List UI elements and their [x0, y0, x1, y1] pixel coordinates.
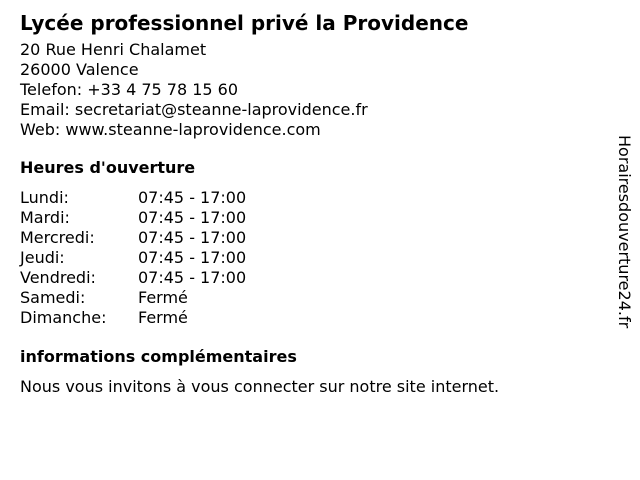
info-title: informations complémentaires	[20, 347, 297, 366]
watermark-text: Horairesdouverture24.fr	[615, 135, 634, 329]
day-label: Samedi:	[20, 288, 86, 307]
time-value: Fermé	[138, 288, 188, 307]
phone-line: Telefon: +33 4 75 78 15 60	[20, 80, 239, 99]
web-line: Web: www.steanne-laprovidence.com	[20, 120, 321, 139]
hours-row-tuesday	[20, 208, 610, 228]
day-label: Lundi:	[20, 188, 69, 207]
hours-row-monday	[20, 188, 610, 208]
address-city: 26000 Valence	[20, 60, 139, 79]
hours-row-wednesday	[20, 228, 610, 248]
time-value: 07:45 - 17:00	[138, 248, 247, 267]
time-value: 07:45 - 17:00	[138, 228, 247, 247]
time-value: 07:45 - 17:00	[138, 208, 247, 227]
time-value: 07:45 - 17:00	[138, 268, 247, 287]
time-value: 07:45 - 17:00	[138, 188, 247, 207]
hours-table	[20, 188, 610, 328]
hours-title: Heures d'ouverture	[20, 158, 196, 177]
day-label: Vendredi:	[20, 268, 96, 287]
address-street: 20 Rue Henri Chalamet	[20, 40, 207, 59]
time-value: Fermé	[138, 308, 188, 327]
page-title: Lycée professionnel privé la Providence	[20, 11, 469, 35]
day-label: Mardi:	[20, 208, 70, 227]
day-label: Jeudi:	[20, 248, 65, 267]
business-card	[20, 10, 610, 397]
hours-row-friday	[20, 268, 610, 288]
info-text: Nous vous invitons à vous connecter sur notre site internet.	[20, 377, 500, 396]
hours-row-saturday	[20, 288, 610, 308]
email-line: Email: secretariat@steanne-laprovidence.fr	[20, 100, 368, 119]
hours-row-thursday	[20, 248, 610, 268]
hours-row-sunday	[20, 308, 610, 328]
day-label: Mercredi:	[20, 228, 95, 247]
day-label: Dimanche:	[20, 308, 107, 327]
